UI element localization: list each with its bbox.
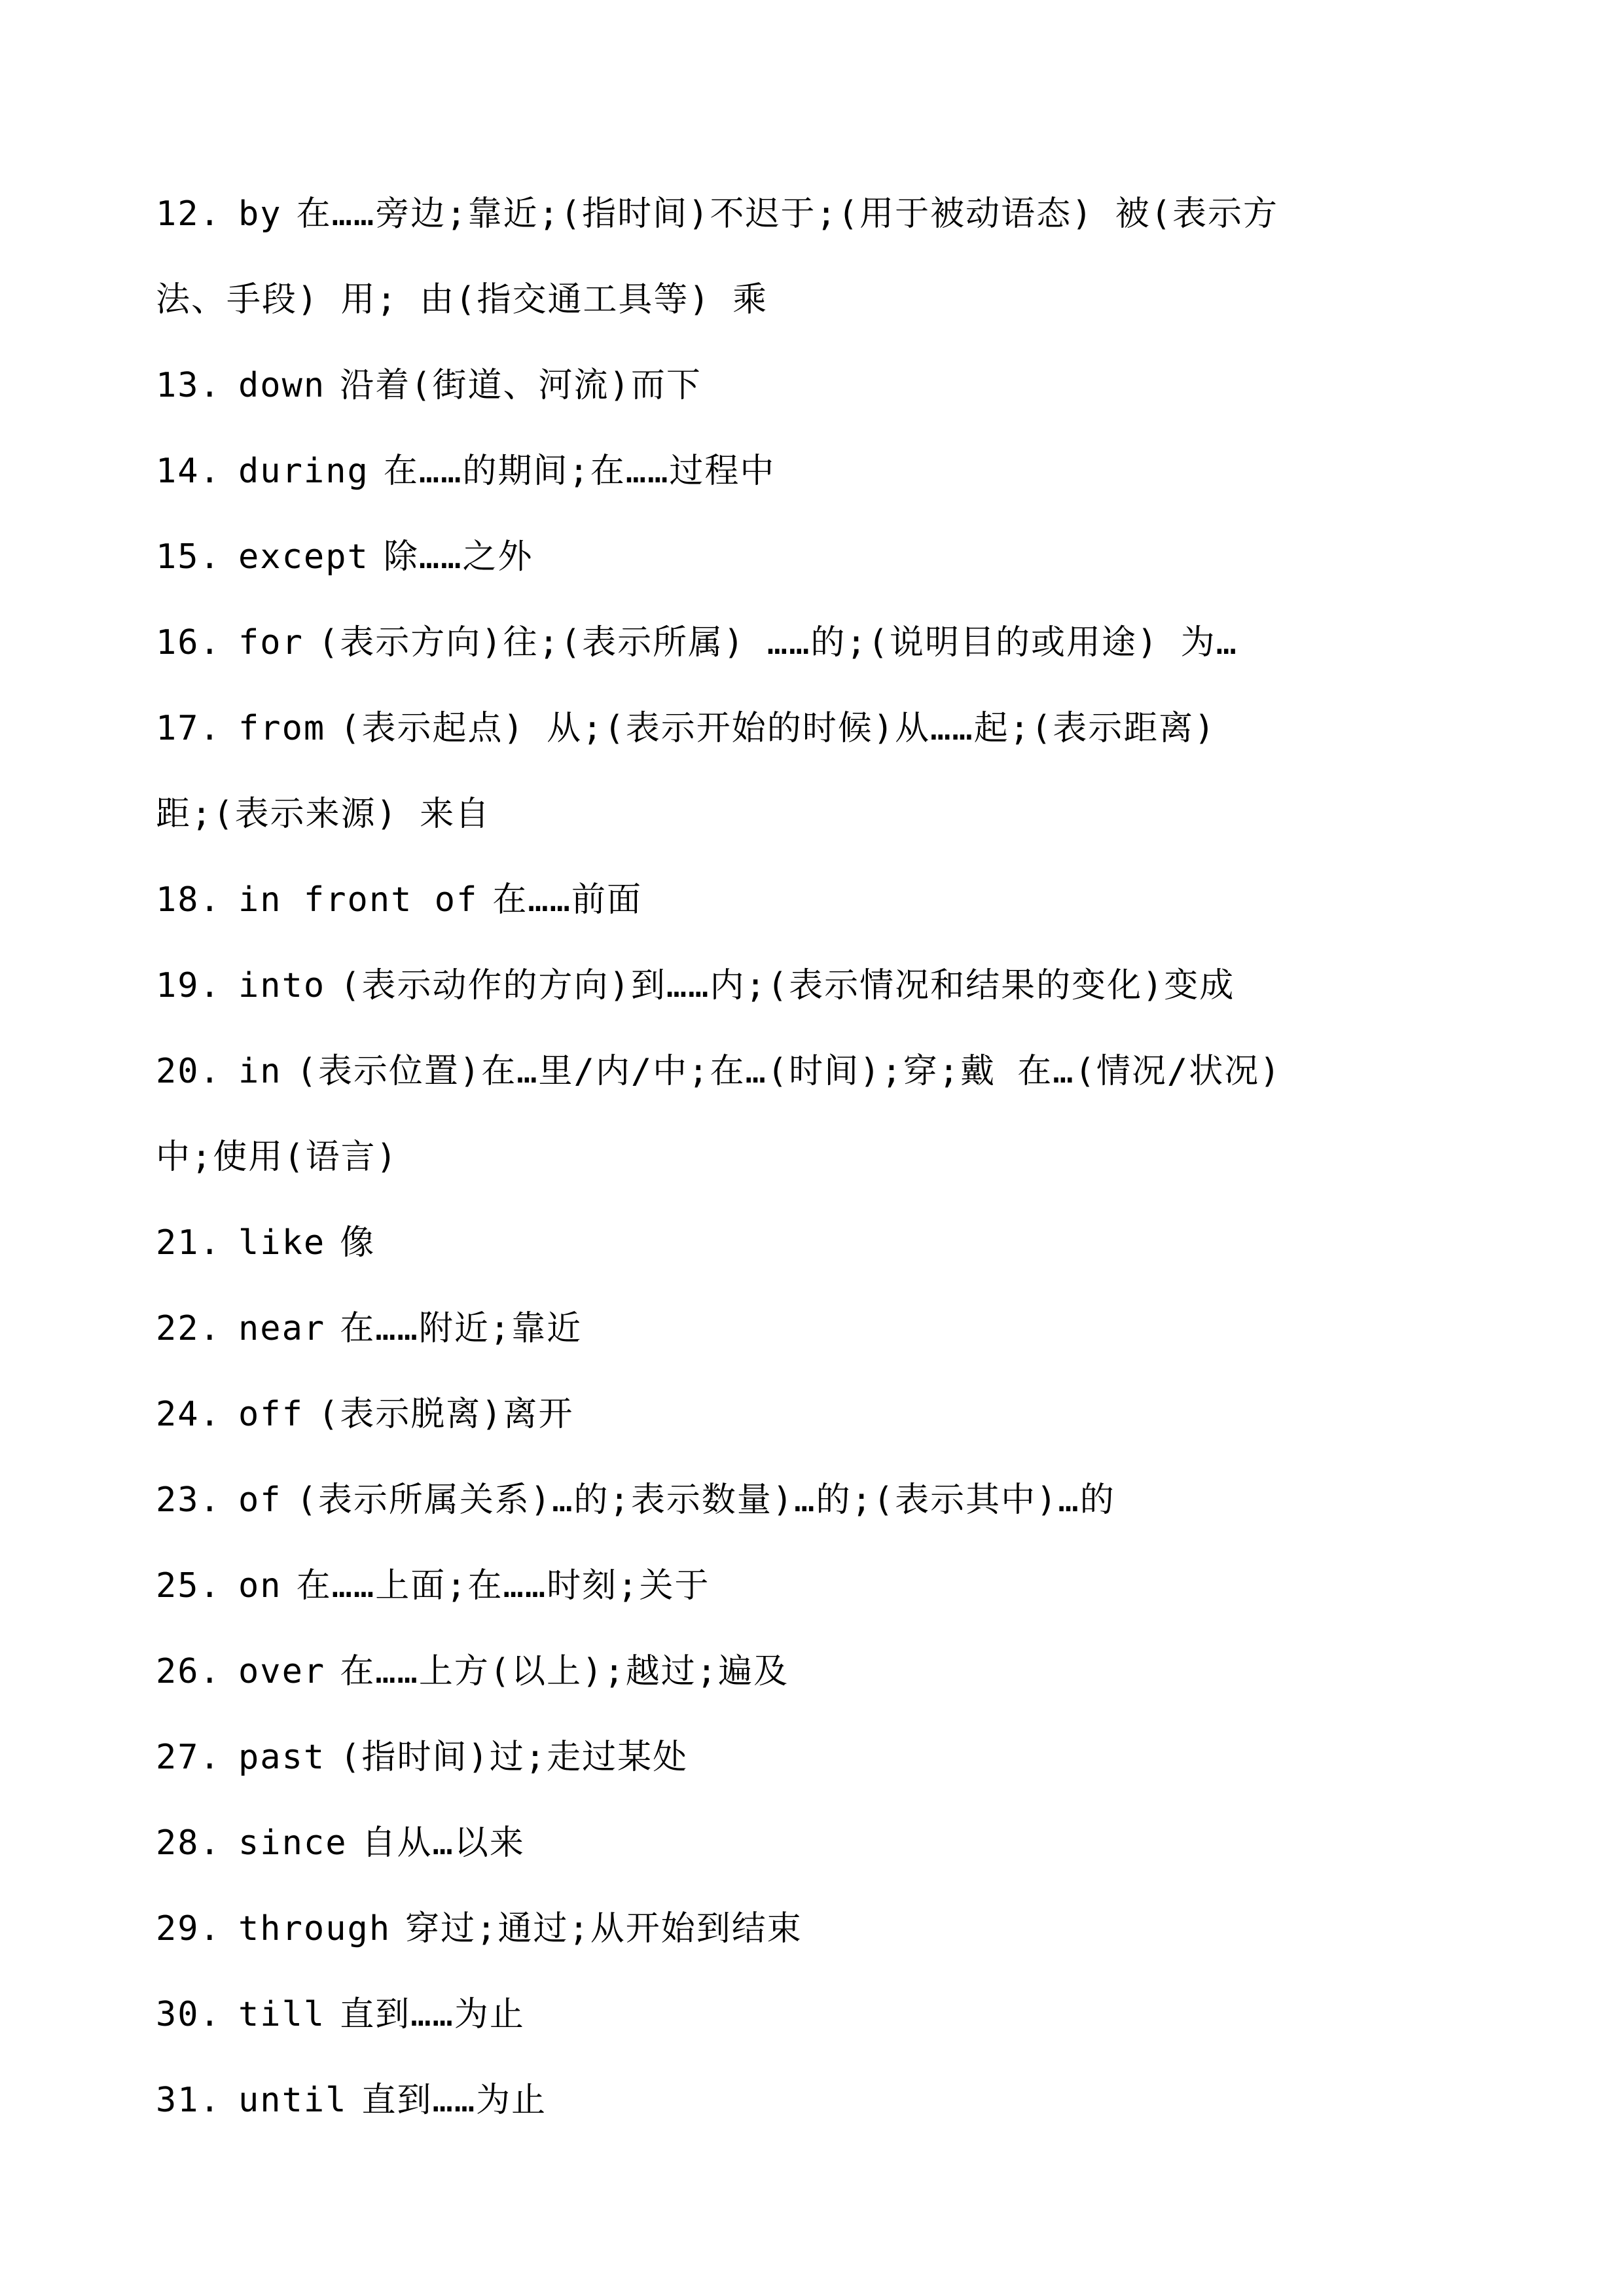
entry-19: 19. into (表示动作的方向)到……内;(表示情况和结果的变化)变成 bbox=[156, 966, 1235, 1005]
entry-27: 27. past (指时间)过;走过某处 bbox=[156, 1738, 689, 1777]
entry-24: 24. off (表示脱离)离开 bbox=[156, 1395, 574, 1434]
entry-20-cont: 中;使用(语言) bbox=[156, 1138, 398, 1177]
entry-16: 16. for (表示方向)往;(表示所属) ……的;(说明目的或用途) 为… bbox=[156, 623, 1238, 662]
entry-30: 30. till 直到……为止 bbox=[156, 1995, 525, 2034]
entry-12: 12. by 在……旁边;靠近;(指时间)不迟于;(用于被动语态) 被(表示方 bbox=[156, 194, 1278, 234]
entry-17-cont: 距;(表示来源) 来自 bbox=[156, 795, 491, 834]
entry-18: 18. in front of 在……前面 bbox=[156, 880, 642, 920]
entry-20: 20. in (表示位置)在…里/内/中;在…(时间);穿;戴 在…(情况/状况) bbox=[156, 1052, 1282, 1091]
entry-13: 13. down 沿着(街道、河流)而下 bbox=[156, 366, 702, 405]
entry-15: 15. except 除……之外 bbox=[156, 537, 533, 577]
entry-28: 28. since 自从…以来 bbox=[156, 1823, 525, 1863]
entry-12-cont: 法、手段) 用; 由(指交通工具等) 乘 bbox=[156, 280, 768, 319]
preposition-list bbox=[156, 171, 1485, 2144]
entry-17: 17. from (表示起点) 从;(表示开始的时候)从……起;(表示距离) bbox=[156, 709, 1216, 748]
entry-31: 31. until 直到……为止 bbox=[156, 2081, 547, 2120]
entry-21: 21. like 像 bbox=[156, 1223, 376, 1263]
entry-14: 14. during 在……的期间;在……过程中 bbox=[156, 452, 776, 491]
entry-29: 29. through 穿过;通过;从开始到结束 bbox=[156, 1909, 803, 1948]
entry-25: 25. on 在……上面;在……时刻;关于 bbox=[156, 1566, 710, 1605]
entry-22: 22. near 在……附近;靠近 bbox=[156, 1309, 583, 1348]
entry-26: 26. over 在……上方(以上);越过;遍及 bbox=[156, 1652, 789, 1691]
entry-23: 23. of (表示所属关系)…的;表示数量)…的;(表示其中)…的 bbox=[156, 1480, 1115, 1520]
